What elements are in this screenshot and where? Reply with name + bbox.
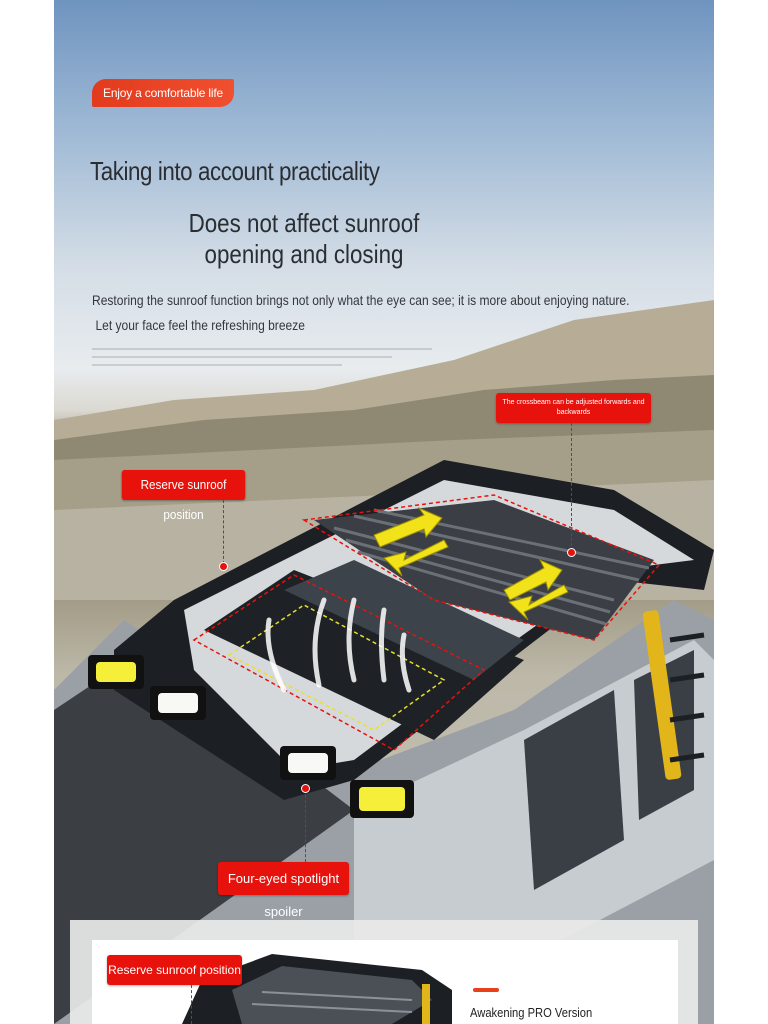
headline: Taking into account practicality bbox=[90, 156, 380, 186]
callout-line-reserve-sunroof-inset bbox=[191, 985, 192, 1024]
body-line-1: Restoring the sunroof function brings not only what the eye can see; it is more about enjoying nature. bbox=[92, 292, 630, 308]
subhead-line-2: opening and closing bbox=[204, 239, 404, 269]
callout-spoiler: Four-eyed spotlight spoiler bbox=[218, 862, 349, 895]
tag-pill: Enjoy a comfortable life bbox=[92, 79, 234, 107]
callout-line-spoiler bbox=[305, 790, 306, 862]
body-paragraph bbox=[92, 288, 660, 338]
product-poster bbox=[54, 0, 714, 1024]
callout-reserve-sunroof-inset: Reserve sunroof position bbox=[107, 955, 242, 985]
body-line-2: Let your face feel the refreshing breeze bbox=[95, 317, 305, 333]
callout-line-crossbeam bbox=[571, 423, 572, 551]
version-accent-bar bbox=[473, 988, 499, 992]
callout-dot-reserve-sunroof bbox=[219, 562, 228, 571]
faint-text-lines bbox=[92, 348, 442, 374]
subhead-line-1: Does not affect sunroof bbox=[188, 208, 420, 238]
callout-crossbeam: The crossbeam can be adjusted forwards and backwards bbox=[496, 393, 651, 423]
callout-dot-crossbeam bbox=[567, 548, 576, 557]
version-label: Awakening PRO Version bbox=[470, 1005, 593, 1020]
callout-dot-spoiler bbox=[301, 784, 310, 793]
subhead bbox=[166, 208, 441, 270]
callout-reserve-sunroof: Reserve sunroof position bbox=[122, 470, 245, 500]
callout-line-reserve-sunroof bbox=[223, 500, 224, 564]
